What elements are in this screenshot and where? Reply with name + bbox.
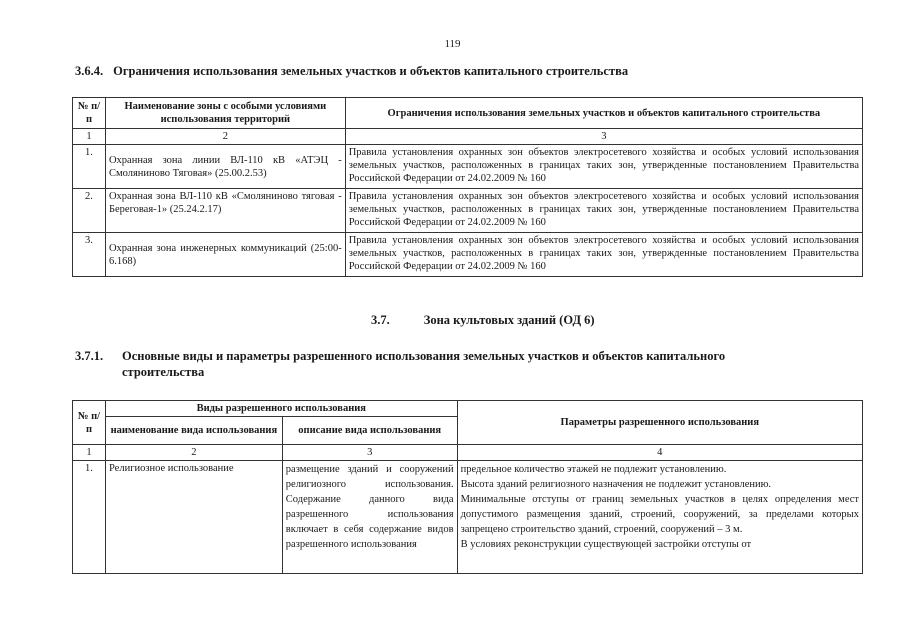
section-heading-3-6-4 — [75, 63, 628, 79]
row-number: 2. — [73, 189, 106, 233]
table-row — [73, 461, 863, 574]
zone-name: Охранная зона инженерных коммуникаций (25:00-6.168) — [105, 233, 345, 277]
section-title: Ограничения использования земельных участков и объектов капитального строительства — [113, 64, 629, 78]
restrictions-table — [72, 97, 863, 277]
col-header-restrictions: Ограничения использования земельных участков и объектов капитального строительства — [345, 98, 862, 129]
col-number: 3 — [345, 129, 862, 145]
col-header-use-description: описание вида использования — [282, 417, 457, 445]
zone-name: Охранная зона ВЛ-110 кВ «Смоляниново тяговая - Береговая-1» (25.24.2.17) — [105, 189, 345, 233]
restriction-text: Правила установления охранных зон объектов электросетевого хозяйства и особых условий использования земельных участков, расположенных в границах таких зон, утвержденные постановлением Правительства Российской Федерации от 24.02.2009 № 160 — [345, 189, 862, 233]
column-number-row — [73, 129, 863, 145]
restriction-text: Правила установления охранных зон объектов электросетевого хозяйства и особых условий использования земельных участков, расположенных в границах таких зон, утвержденные постановлением Правительства Российской Федерации от 24.02.2009 № 160 — [345, 233, 862, 277]
section-heading-3-7 — [371, 312, 595, 328]
col-number: 2 — [105, 129, 345, 145]
section-heading-3-7-1 — [75, 348, 865, 380]
use-name: Религиозное использование — [105, 461, 282, 574]
section-number: 3.7.1. — [75, 349, 104, 363]
row-number: 1. — [73, 145, 106, 189]
col-header-use-types: Виды разрешенного использования — [105, 401, 457, 417]
page-number: 119 — [444, 38, 461, 50]
col-number: 1 — [73, 445, 106, 461]
col-header-zone: Наименование зоны с особыми условиями использования территорий — [105, 98, 345, 129]
col-number: 2 — [105, 445, 282, 461]
zone-name: Охранная зона линии ВЛ-110 кВ «АТЭЦ - Смоляниново Тяговая» (25.00.2.53) — [105, 145, 345, 189]
table-header-row — [73, 98, 863, 129]
section-number: 3.7. — [371, 313, 390, 327]
col-number: 3 — [282, 445, 457, 461]
column-number-row — [73, 445, 863, 461]
parameter-line: Высота зданий религиозного назначения не подлежит установлению. — [460, 479, 772, 490]
parameter-line: предельное количество этажей не подлежит установлению. — [460, 464, 727, 475]
col-header-number: № п/п — [73, 98, 106, 129]
section-title-line2: строительства — [122, 365, 205, 379]
col-header-use-name: наименование вида использования — [105, 417, 282, 445]
col-header-number: № п/п — [73, 401, 106, 445]
parameter-line: В условиях реконструкции существующей застройки отступы от — [460, 539, 752, 550]
row-number: 1. — [73, 461, 106, 574]
table-header-row — [73, 401, 863, 417]
col-number: 1 — [73, 129, 106, 145]
section-number: 3.6.4. — [75, 64, 104, 78]
section-title: Зона культовых зданий (ОД 6) — [423, 313, 595, 327]
use-description: размещение зданий и сооружений религиозного использования. Содержание данного вида разрешенного использования включает в себя содержание видов разрешенного использования — [282, 461, 457, 574]
table-row — [73, 189, 863, 233]
permitted-use-table — [72, 400, 863, 574]
section-title-line1: Основные виды и параметры разрешенного использования земельных участков и объектов капитального — [122, 349, 726, 363]
row-number: 3. — [73, 233, 106, 277]
table-row — [73, 145, 863, 189]
restriction-text: Правила установления охранных зон объектов электросетевого хозяйства и особых условий использования земельных участков, расположенных в границах таких зон, утвержденные постановлением Правительства Российской Федерации от 24.02.2009 № 160 — [345, 145, 862, 189]
col-number: 4 — [457, 445, 862, 461]
col-header-parameters: Параметры разрешенного использования — [457, 401, 862, 445]
parameter-line: Минимальные отступы от границ земельных участков в целях определения мест допустимого размещения зданий, строений, сооружений, за пределами которых запрещено строительство зданий, строений, сооружений – 3 м. — [460, 494, 859, 535]
table-row — [73, 233, 863, 277]
use-parameters — [457, 461, 862, 574]
